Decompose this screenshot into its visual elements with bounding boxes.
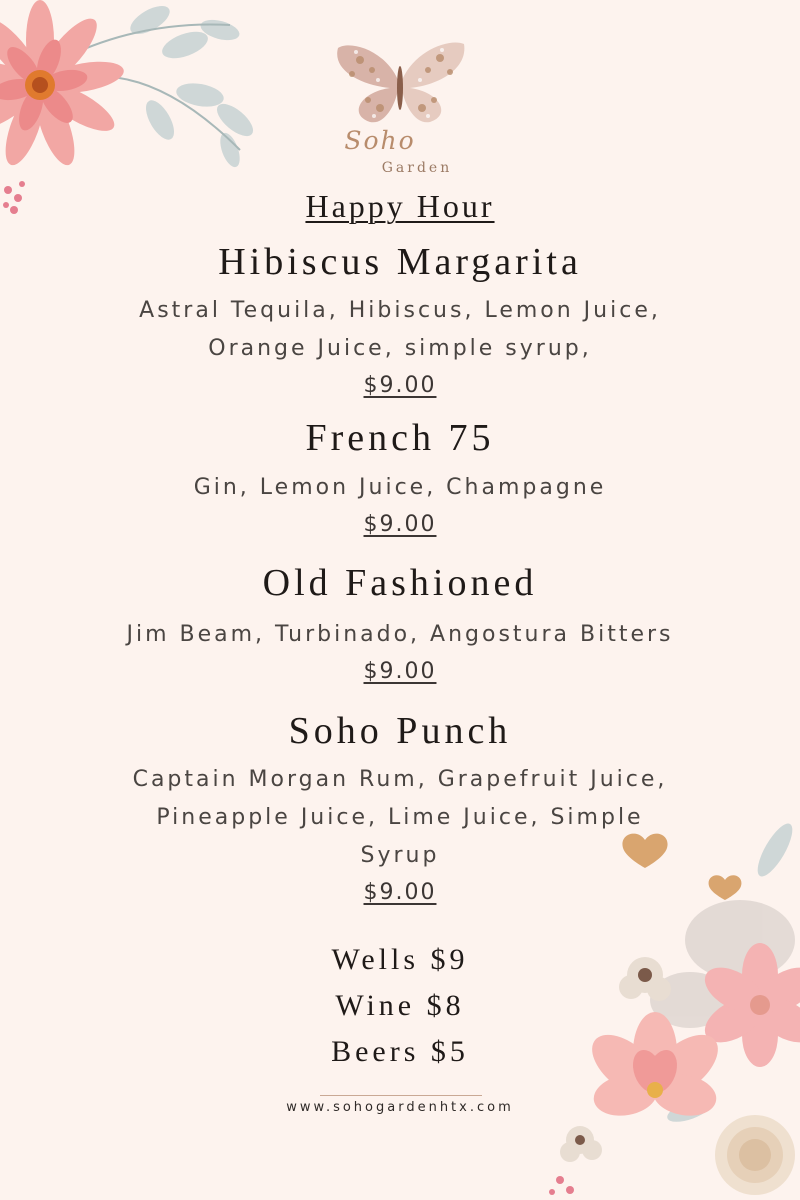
menu-heading: Happy Hour [305,188,495,224]
menu-item-name: Soho Punch [288,710,512,752]
menu-item-description: Syrup [360,843,440,868]
menu-item-price: $9.00 [363,373,437,398]
brand-name-soho: Soho [344,126,416,155]
menu-item-description: Gin, Lemon Juice, Champagne [193,475,607,500]
menu-item-price: $9.00 [363,659,437,684]
menu-item-description: Astral Tequila, Hibiscus, Lemon Juice, [139,298,661,323]
menu-item-name: Old Fashioned [262,562,538,604]
brand-name-garden: Garden [381,160,453,176]
brand-logo [322,30,478,180]
extra-beers: Beers $5 [331,1035,469,1068]
menu-item-price: $9.00 [363,880,437,905]
menu-item-price: $9.00 [363,512,437,537]
menu-item-name: Hibiscus Margarita [218,241,582,283]
footer-divider [320,1095,482,1096]
butterfly-icon [330,30,470,130]
menu-item-description: Pineapple Juice, Lime Juice, Simple [156,805,644,830]
website-link[interactable]: www.sohogardenhtx.com [286,1100,514,1115]
menu-item-description: Jim Beam, Turbinado, Angostura Bitters [126,622,674,647]
menu-item-name: French 75 [305,417,495,459]
extra-wine: Wine $8 [335,989,465,1022]
menu-item-description: Captain Morgan Rum, Grapefruit Juice, [132,767,668,792]
menu-item-description: Orange Juice, simple syrup, [208,336,592,361]
extra-wells: Wells $9 [331,943,469,976]
